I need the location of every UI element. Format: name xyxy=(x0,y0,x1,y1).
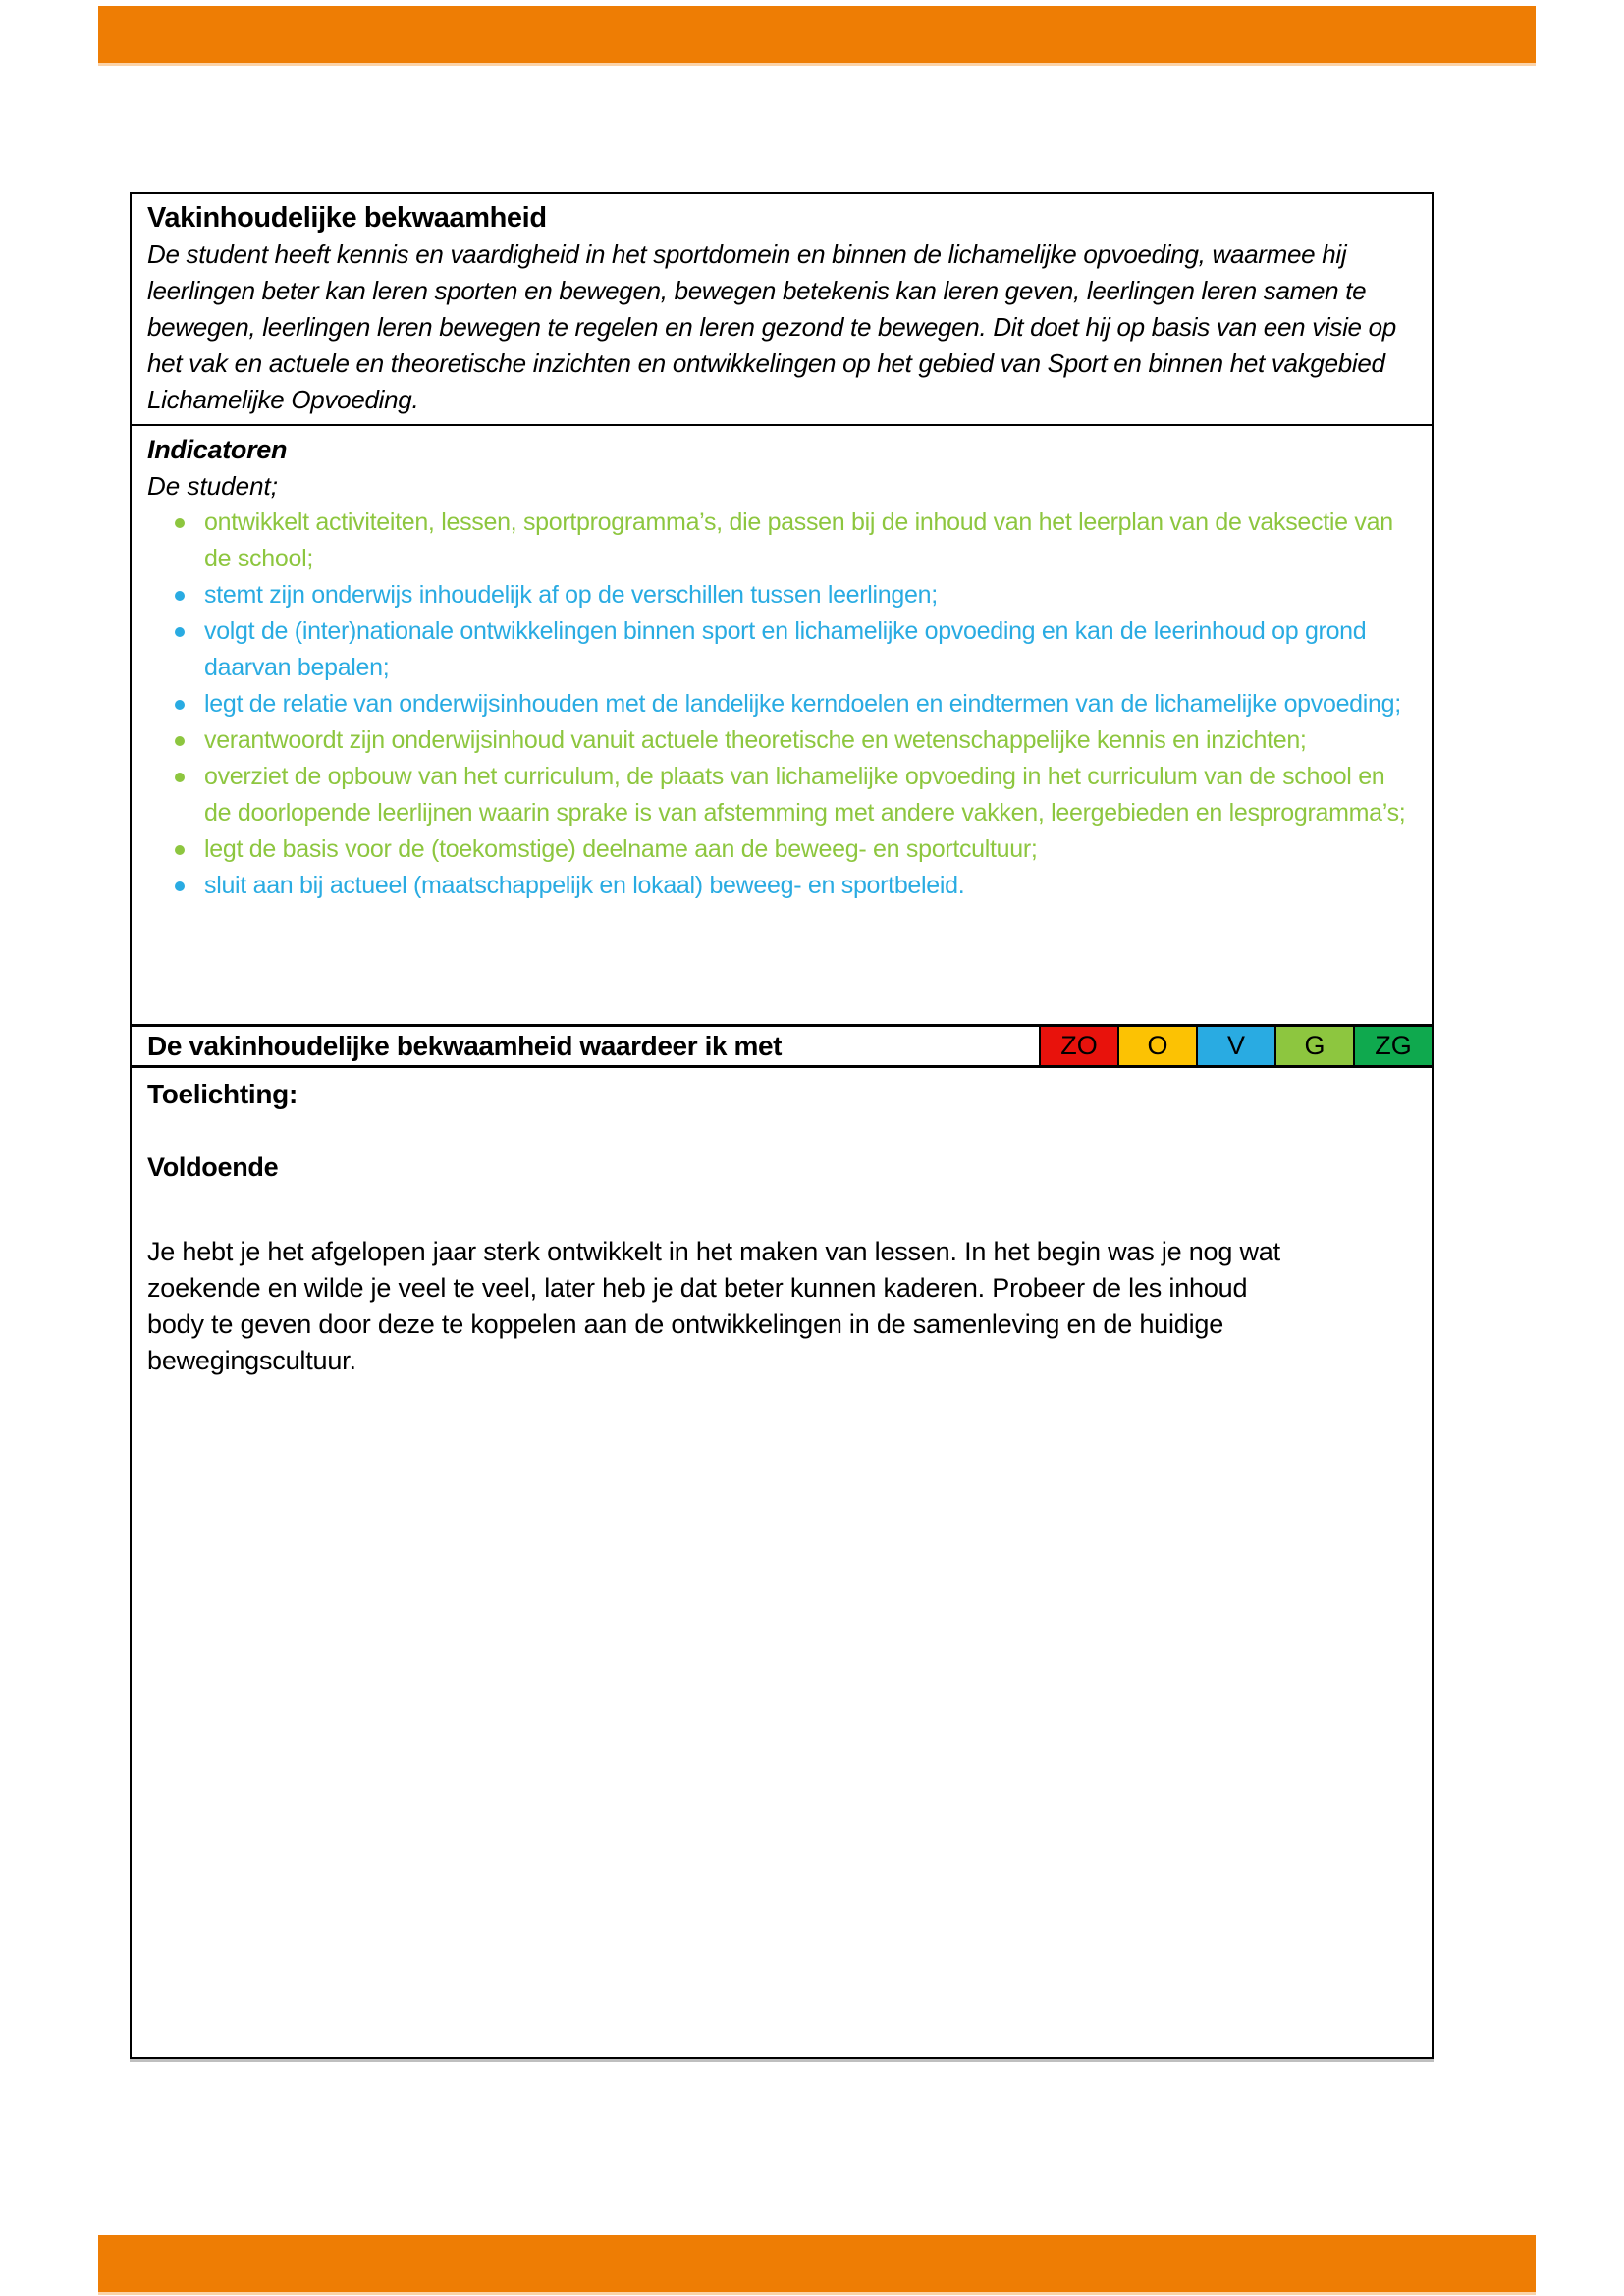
rating-scale xyxy=(1039,1027,1432,1065)
bottom-banner xyxy=(98,2235,1536,2292)
grade-text: Voldoende xyxy=(147,1152,279,1182)
indicator-item: legt de basis voor de (toekomstige) deelname aan de beweeg- en sportcultuur; xyxy=(173,831,1412,868)
indicator-item: stemt zijn onderwijs inhoudelijk af op de verschillen tussen leerlingen; xyxy=(173,577,1412,614)
toelichting-heading: Toelichting: xyxy=(147,1079,298,1109)
indicator-item: ontwikkelt activiteiten, lessen, sportprogramma’s, die passen bij de inhoud van het leerplan van de vaksectie van de school; xyxy=(173,505,1412,577)
rating-label: De vakinhoudelijke bekwaamheid waardeer ik met xyxy=(147,1030,783,1061)
rating-option-zg[interactable]: ZG xyxy=(1353,1027,1432,1065)
toelichting-section xyxy=(132,1068,1432,2057)
indicator-item: legt de relatie van onderwijsinhouden met de landelijke kerndoelen en eindtermen van de lichamelijke opvoeding; xyxy=(173,686,1412,722)
rating-row xyxy=(132,1027,1432,1068)
indicator-item: verantwoordt zijn onderwijsinhoud vanuit actuele theoretische en wetenschappelijke kennis en inzichten; xyxy=(173,722,1412,759)
indicators-heading: Indicatoren xyxy=(147,435,288,464)
indicator-item: volgt de (inter)nationale ontwikkelingen binnen sport en lichamelijke opvoeding en kan de leerinhoud op grond daarvan bepalen; xyxy=(173,614,1412,686)
indicator-item: overziet de opbouw van het curriculum, de plaats van lichamelijke opvoeding in het curriculum van de school en de doorlopende leerlijnen waarin sprake is van afstemming met andere vakken, leergebieden en lesprogramma’s; xyxy=(173,759,1412,831)
rating-option-o[interactable]: O xyxy=(1117,1027,1196,1065)
feedback-text: Je hebt je het afgelopen jaar sterk ontwikkelt in het maken van lessen. In het begin was je nog wat zoekende en wilde je veel te veel, later heb je dat beter kunnen kaderen. Probeer de les inhoud body te geven door deze te koppelen aan de ontwikkelingen in de samenleving en de huidige bewegingscultuur. xyxy=(147,1237,1280,1375)
rating-option-v[interactable]: V xyxy=(1196,1027,1274,1065)
indicator-item: sluit aan bij actueel (maatschappelijk en lokaal) beweeg- en sportbeleid. xyxy=(173,868,1412,904)
competence-header-section xyxy=(132,194,1432,426)
top-banner xyxy=(98,6,1536,63)
indicator-list xyxy=(173,505,1416,904)
rating-option-g[interactable]: G xyxy=(1274,1027,1353,1065)
indicators-section xyxy=(132,426,1432,1027)
indicators-subheading: De student; xyxy=(147,471,278,501)
competence-description: De student heeft kennis en vaardigheid in het sportdomein en binnen de lichamelijke opvoeding, waarmee hij leerlingen beter kan leren sporten en bewegen, bewegen betekenis kan leren geven, leerlingen leren samen te bewegen, leerlingen leren bewegen te regelen en leren gezond te bewegen. Dit doet hij op basis van een visie op het vak en actuele en theoretische inzichten en ontwikkelingen op het gebied van Sport en binnen het vakgebied Lichamelijke Opvoeding. xyxy=(147,240,1396,414)
competence-title: Vakinhoudelijke bekwaamheid xyxy=(147,202,547,234)
rating-option-zo[interactable]: ZO xyxy=(1039,1027,1117,1065)
assessment-table xyxy=(130,192,1434,2059)
